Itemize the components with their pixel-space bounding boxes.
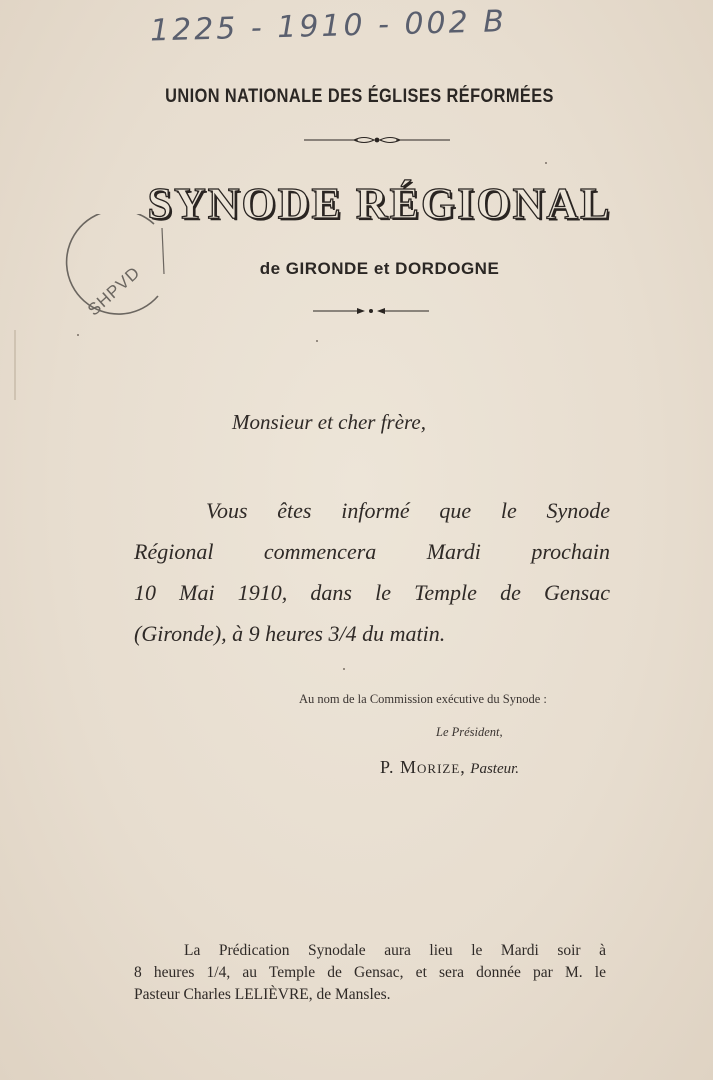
handwritten-reference: 1225 - 1910 - 002 B: [149, 4, 508, 49]
footnote: [134, 940, 606, 1006]
document-subtitle: de GIRONDE et DORDOGNE: [259, 259, 500, 278]
stamp-text: SHPVD: [83, 262, 144, 320]
letter-body: [134, 490, 610, 654]
paper-speck: [545, 162, 547, 164]
ornament-divider-bottom: [313, 306, 429, 316]
signature: [380, 757, 519, 778]
paper-speck: [316, 340, 318, 342]
footnote-line: Pasteur Charles LELIÈVRE, de Mansles.: [134, 986, 391, 1003]
signatory-role: Pasteur.: [470, 761, 520, 777]
footnote-line: La Prédication Synodale aura lieu le Mardi soir à: [184, 942, 606, 959]
signatory-name: P. Morize,: [380, 757, 466, 777]
letter-body-line: Vous êtes informé que le Synode: [206, 498, 610, 523]
letter-body-line: Régional commencera Mardi prochain: [134, 539, 610, 564]
letter-body-line: 10 Mai 1910, dans le Temple de Gensac: [134, 580, 610, 605]
ornament-divider-top: [304, 134, 450, 146]
document-title: SYNODE RÉGIONAL: [147, 179, 612, 228]
commission-line: Au nom de la Commission exécutive du Synode :: [299, 692, 547, 706]
footnote-line: 8 heures 1/4, au Temple de Gensac, et sera donnée par M. le: [134, 964, 606, 981]
paper-speck: [77, 334, 79, 336]
paper-crease: [14, 330, 16, 400]
president-label: Le Président,: [436, 725, 503, 739]
letter-body-line: (Gironde), à 9 heures 3/4 du matin.: [134, 621, 446, 646]
union-heading: UNION NATIONALE DES ÉGLISES RÉFORMÉES: [165, 86, 554, 107]
paper-speck: [343, 668, 345, 670]
salutation: Monsieur et cher frère,: [232, 410, 427, 434]
